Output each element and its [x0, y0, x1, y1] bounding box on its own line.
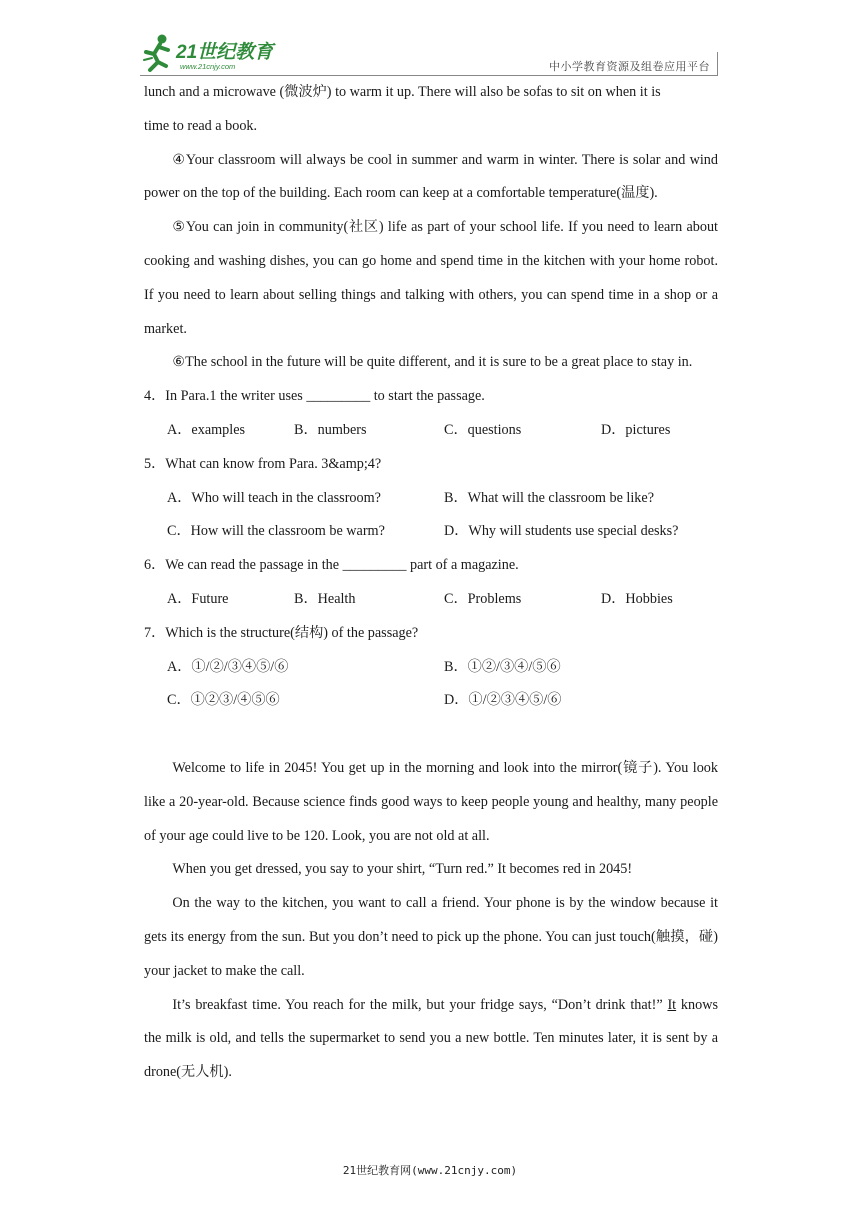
logo-title: 21世纪教育: [176, 42, 274, 63]
option-c: C．①②③/④⑤⑥: [167, 692, 280, 709]
section-gap: [144, 718, 718, 752]
passage1-paragraph5: ⑤You can join in community(社区) life as part of your school life. If you need to learn about cooking and washing dishes, you can go home and spend time in the kitchen with your home robot. If you need to learn about selling things and talking with others, you can spend time in a shop or a market.: [144, 219, 718, 337]
option-c: C．How will the classroom be warm?: [167, 523, 385, 540]
passage2-paragraph4: [144, 989, 718, 1090]
option-d: D．Hobbies: [601, 590, 673, 607]
options-row: [144, 414, 718, 448]
option-a: A．Future: [167, 590, 229, 607]
platform-label: 中小学教育资源及组卷应用平台: [549, 60, 710, 73]
question-6: [144, 549, 718, 617]
option-b: B．①②/③④/⑤⑥: [444, 658, 561, 675]
passage1-paragraph4: ④Your classroom will always be cool in summer and warm in winter. There is solar and wind power on the top of the building. Each room can keep at a comfortable temperature(温度).: [144, 151, 718, 202]
document-body: [144, 76, 718, 1090]
option-b: B．numbers: [294, 421, 367, 438]
page-header: [140, 30, 718, 78]
passage2-paragraph2: When you get dressed, you say to your shirt, “Turn red.” It becomes red in 2045!: [172, 861, 633, 878]
options-row: [144, 515, 718, 549]
logo-url: www.21cnjy.com: [180, 62, 236, 71]
option-c: C．Problems: [444, 590, 522, 607]
option-b: B．Health: [294, 590, 356, 607]
question-7: [144, 617, 718, 718]
option-a: A．①/②/③④⑤/⑥: [167, 658, 289, 675]
question-stem: 5．What can know from Para. 3&amp;4?: [144, 455, 382, 472]
options-row: [144, 482, 718, 516]
underlined-word: It: [667, 996, 677, 1013]
option-d: D．①/②③④⑤/⑥: [444, 692, 562, 709]
options-row: [144, 651, 718, 685]
question-4: [144, 380, 718, 448]
option-d: D．pictures: [601, 421, 671, 438]
question-stem: 4．In Para.1 the writer uses _________ to start the passage.: [144, 388, 485, 405]
option-a: A．examples: [167, 421, 246, 438]
passage2-paragraph1: Welcome to life in 2045! You get up in the morning and look into the mirror(镜子). You look like a 20-year-old. Because science finds good ways to keep people young and healthy, many people of your age could live to be 120. Look, you are not old at all.: [144, 759, 718, 844]
page-footer: 21世纪教育网(www.21cnjy.com): [342, 1164, 518, 1177]
site-logo: [140, 30, 290, 78]
passage1-paragraph3-line2: time to read a book.: [144, 117, 258, 134]
option-d: D．Why will students use special desks?: [444, 523, 679, 540]
question-stem: 7．Which is the structure(结构) of the passage?: [144, 624, 419, 641]
passage1-paragraph3-line1: lunch and a microwave (微波炉) to warm it up. There will also be sofas to sit on when it is: [144, 84, 661, 100]
option-c: C．questions: [444, 421, 522, 438]
passage1-paragraph6: ⑥The school in the future will be quite different, and it is sure to be a great place to stay in.: [172, 354, 693, 371]
option-a: A．Who will teach in the classroom?: [167, 489, 381, 506]
option-b: B．What will the classroom be like?: [444, 489, 655, 506]
passage2-paragraph3: On the way to the kitchen, you want to call a friend. Your phone is by the window because it gets its energy from the sun. But you don’t need to pick up the phone. You can just touch(触摸，碰) your jacket to make the call.: [144, 895, 718, 979]
options-row: [144, 684, 718, 718]
paragraph4-text-after: knows the milk is old, and tells the supermarket to send you a new bottle. Ten minutes later, it is sent by a drone(无人机).: [144, 996, 718, 1081]
paragraph4-text-before: It’s breakfast time. You reach for the milk, but your fridge says, “Don’t drink that!”: [172, 996, 668, 1013]
options-row: [144, 583, 718, 617]
header-divider: [717, 52, 718, 75]
question-5: [144, 448, 718, 549]
runner-logo-icon: [140, 30, 290, 78]
question-stem: 6．We can read the passage in the _________ part of a magazine.: [144, 557, 519, 574]
